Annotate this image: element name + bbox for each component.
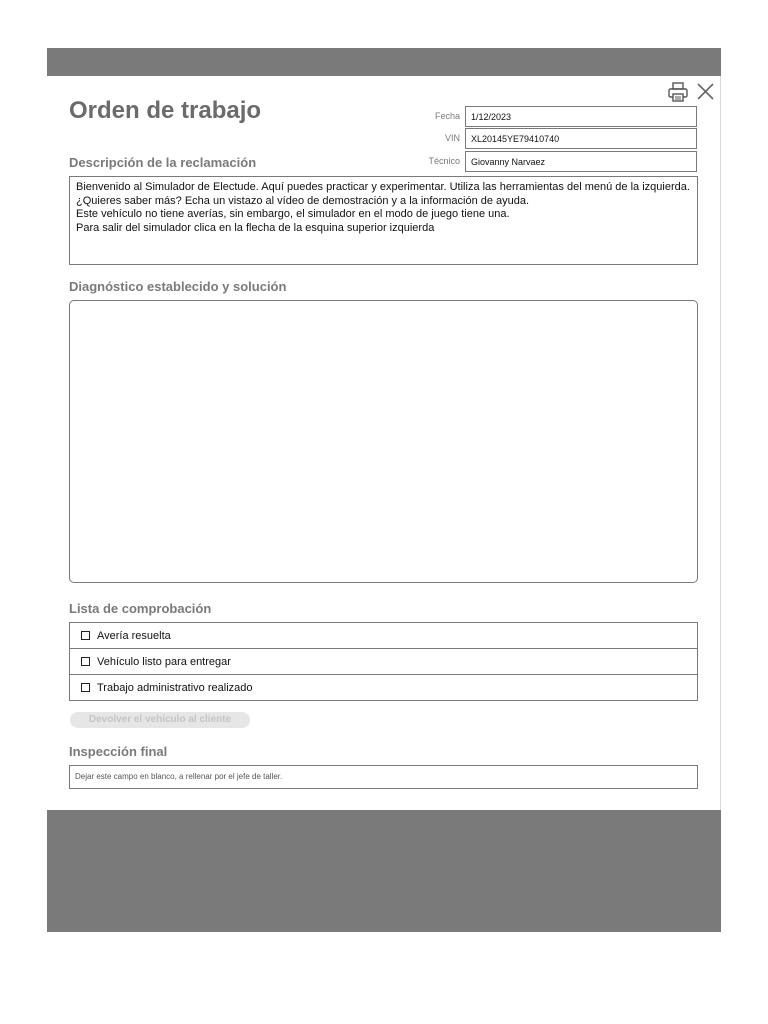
- date-field: 1/12/2023: [465, 106, 697, 127]
- checklist-item-label: Vehículo listo para entregar: [97, 655, 231, 668]
- checklist-item-vehicle-ready[interactable]: [70, 649, 697, 675]
- checklist-item-label: Avería resuelta: [97, 629, 171, 642]
- checkbox[interactable]: [81, 631, 90, 640]
- window-bottom-bar: [47, 810, 721, 932]
- printer-icon[interactable]: [667, 81, 689, 103]
- technician-label: Técnico: [428, 156, 460, 166]
- diagnosis-textarea[interactable]: [69, 300, 698, 583]
- page-title: Orden de trabajo: [69, 97, 262, 124]
- claim-line: Para salir del simulador clica en la flecha de la esquina superior izquierda: [76, 221, 435, 234]
- window-top-bar: [47, 48, 721, 76]
- checkbox[interactable]: [81, 683, 90, 692]
- checklist: [69, 622, 698, 701]
- final-inspection-label: Inspección final: [69, 744, 168, 759]
- close-icon[interactable]: [695, 81, 717, 103]
- checklist-item-label: Trabajo administrativo realizado: [97, 681, 253, 694]
- claim-line: Bienvenido al Simulador de Electude. Aquí puedes practicar y experimentar. Utiliza las herramientas del menú de la izquierda.: [76, 181, 690, 193]
- claim-line: Este vehículo no tiene averías, sin embargo, el simulador en el modo de juego tiene una.: [76, 208, 510, 221]
- claim-description-box: [69, 176, 698, 265]
- diagnosis-label: Diagnóstico establecido y solución: [69, 279, 287, 294]
- checkbox[interactable]: [81, 657, 90, 666]
- checklist-item-admin-done[interactable]: [70, 675, 697, 700]
- checklist-label: Lista de comprobación: [69, 601, 212, 616]
- claim-line: ¿Quieres saber más? Echa un vistazo al vídeo de demostración y a la información de ayuda.: [76, 194, 530, 207]
- vin-label: VIN: [444, 133, 460, 143]
- technician-field: Giovanny Narvaez: [465, 151, 697, 172]
- vin-field: XL20145YE79410740: [465, 128, 697, 149]
- date-label: Fecha: [434, 111, 460, 121]
- panel-right-edge: [720, 76, 721, 810]
- claim-description-label: Descripción de la reclamación: [69, 155, 257, 170]
- checklist-item-fault-resolved[interactable]: [70, 623, 697, 649]
- final-inspection-field: Dejar este campo en blanco, a rellenar por el jefe de taller.: [69, 765, 698, 789]
- return-vehicle-button[interactable]: Devolver el vehículo al cliente: [70, 712, 250, 728]
